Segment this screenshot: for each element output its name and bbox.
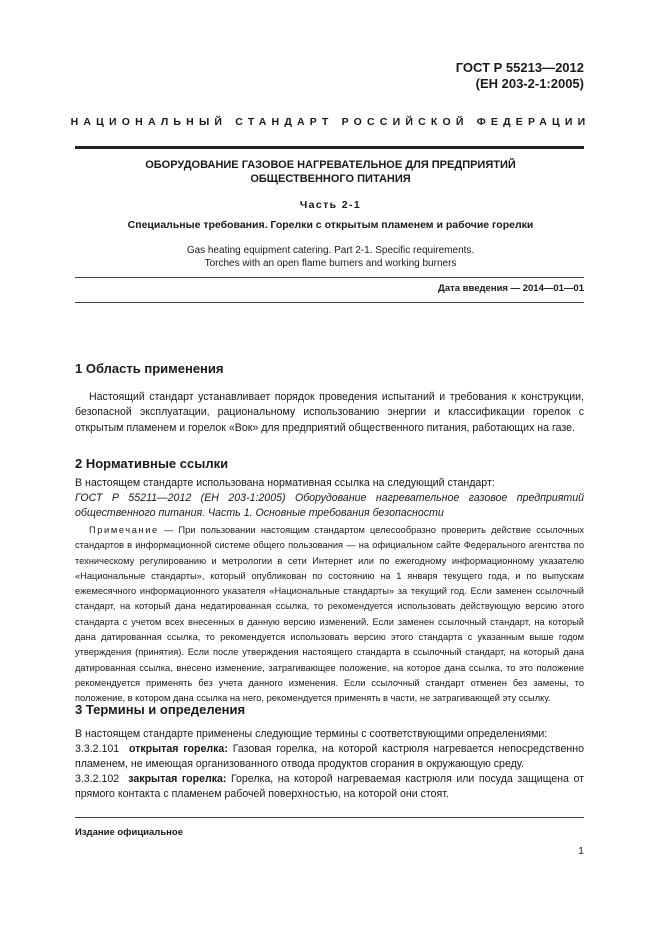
document-title	[0, 158, 661, 186]
document-number: ГОСТ Р 55213—2012	[455, 60, 584, 75]
term-2-code: 3.3.2.102	[75, 773, 120, 785]
header-divider	[75, 146, 584, 149]
normative-reference: ГОСТ Р 55211—2012 (ЕН 203-1:2005) Оборудование нагревательное газовое предприятий общественного питания. Часть 1. Основные требования безопасности	[75, 492, 584, 520]
section-1-paragraph: Настоящий стандарт устанавливает порядок проведения испытаний и требования к конструкции, безопасной эксплуатации, рациональному использованию энергии и классификации горелок с открытым пламенем и горелок «Вок» для предприятий общественного питания, работающих на газе.	[75, 391, 584, 434]
document-subtitle: Специальные требования. Горелки с открытым пламенем и рабочие горелки	[127, 219, 534, 231]
section-3-paragraph: В настоящем стандарте применены следующие термины с соответствующими определениями:	[75, 728, 548, 740]
term-definition-2	[75, 772, 584, 803]
term-2-definition: Горелка, на которой нагреваемая кастрюля или посуда защищена от прямого контакта с пламенем рабочей поверхностью, на которой они стоят.	[75, 773, 584, 801]
note-label: Примечание	[89, 525, 159, 535]
english-title-line-1: Gas heating equipment catering. Part 2-1. Specific requirements.	[186, 245, 475, 256]
term-1-code: 3.3.2.101	[75, 743, 120, 755]
title-line-2: ОБЩЕСТВЕННОГО ПИТАНИЯ	[250, 173, 411, 185]
document-number-en: (ЕН 203-2-1:2005)	[475, 76, 584, 91]
section-2-note	[75, 523, 584, 707]
section-2-paragraph: В настоящем стандарте использована нормативная ссылка на следующий стандарт:	[75, 477, 495, 489]
term-2-name: закрытая горелка:	[128, 773, 227, 785]
national-standard-banner: НАЦИОНАЛЬНЫЙ СТАНДАРТ РОССИЙСКОЙ ФЕДЕРАЦИИ	[70, 116, 591, 128]
section-1-heading: 1 Область применения	[75, 361, 224, 376]
term-1-name: открытая горелка:	[128, 743, 228, 755]
part-label: Часть 2-1	[299, 199, 362, 211]
term-definition-1	[75, 742, 584, 773]
term-1-definition: Газовая горелка, на которой кастрюля нагревается непосредственно пламенем, не имеющая организованного отвода продуктов сгорания в окружающую среду.	[75, 743, 585, 771]
english-title-line-2: Torches with an open flame burners and working burners	[204, 258, 457, 269]
title-line-1: ОБОРУДОВАНИЕ ГАЗОВОЕ НАГРЕВАТЕЛЬНОЕ ДЛЯ ПРЕДПРИЯТИЙ	[145, 159, 516, 171]
page-number: 1	[578, 845, 584, 857]
date-divider	[75, 302, 584, 303]
english-title	[0, 244, 661, 270]
footer-divider	[75, 817, 584, 818]
edition-label: Издание официальное	[75, 827, 183, 838]
document-number-block	[456, 60, 584, 92]
section-2-heading: 2 Нормативные ссылки	[75, 456, 229, 471]
note-text: — При пользовании настоящим стандартом целесообразно проверить действие ссылочных стандартов в информационной системе общего пользования — на официальном сайте Федерального агентства по техническому регулированию и метрологии в сети Интернет или по ежегодному информационному указателю «Национальные стандарты», который опубликован по состоянию на 1 января текущего года, и по выпускам ежемесячного информационного указателя «Национальные стандарты» за текущий год. Если заменен ссылочный стандарт, на который дана недатированная ссылка, то рекомендуется использовать действующую версию этого стандарта с учетом всех внесенных в данную версию изменений. Если заменен ссылочный стандарт, на который дана датированная ссылка, то рекомендуется использовать версию этого стандарта с указанным выше годом утверждения (принятия). Если после утверждения настоящего стандарта в ссылочный стандарт, на который дана датированная ссылка, внесено изменение, затрагивающее положение, на которое дана ссылка, то это положение рекомендуется применять без учета данного изменения. Если ссылочный стандарт отменен без замены, то положение, в котором дана ссылка на него, рекомендуется применять в части, не затрагивающей эту ссылку.	[75, 525, 584, 704]
title-divider	[75, 277, 584, 278]
section-3-heading: 3 Термины и определения	[75, 702, 246, 717]
introduction-date: Дата введения — 2014—01—01	[438, 283, 584, 294]
